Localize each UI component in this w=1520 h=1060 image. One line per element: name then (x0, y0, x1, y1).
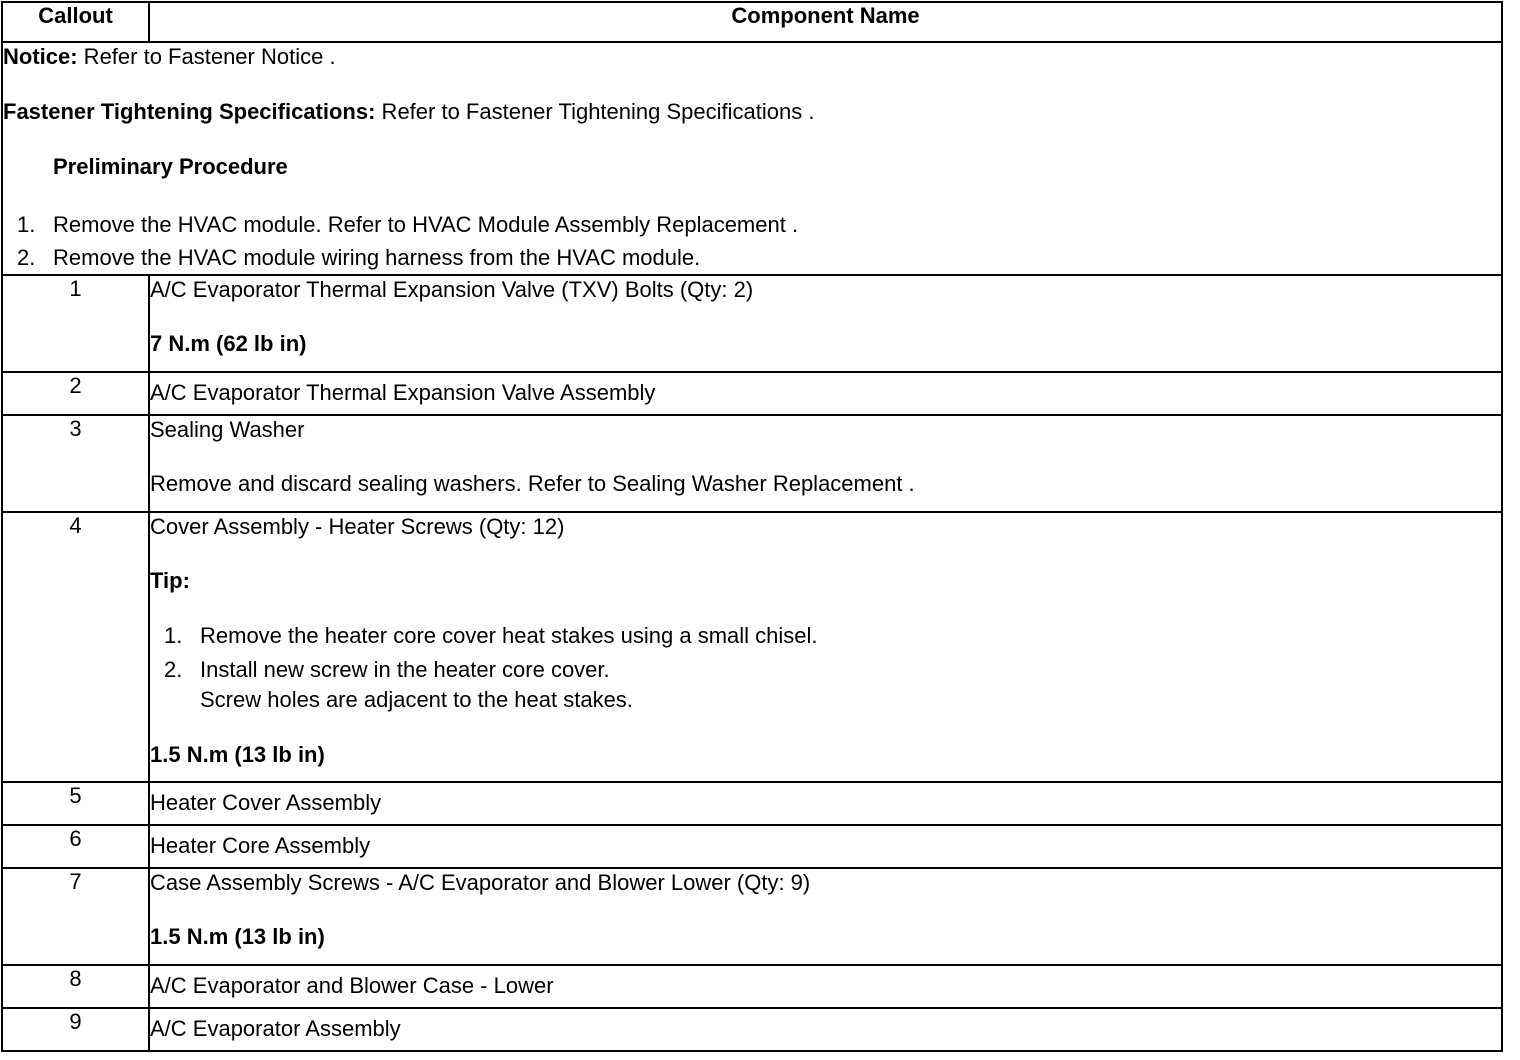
component-name: A/C Evaporator and Blower Case - Lower (149, 965, 1502, 1008)
torque-spec: 7 N.m (62 lb in) (150, 331, 307, 356)
step-number: 1. (17, 212, 36, 237)
table-header-row (2, 2, 1502, 42)
callout-number: 1 (2, 275, 149, 372)
intro-cell (2, 42, 1502, 275)
component-cell (149, 275, 1502, 372)
preliminary-steps-list (3, 208, 1501, 274)
component-cell (149, 512, 1502, 782)
list-item (3, 241, 1501, 274)
component-name: A/C Evaporator Thermal Expansion Valve (TXV) Bolts (Qty: 2) (150, 277, 754, 302)
component-name: Heater Cover Assembly (149, 782, 1502, 825)
list-item (3, 208, 1501, 241)
tips-list (150, 621, 1501, 715)
component-name: A/C Evaporator Thermal Expansion Valve Assembly (149, 372, 1502, 415)
component-table (1, 1, 1503, 1052)
tip-label: Tip: (150, 568, 190, 593)
table-row (2, 825, 1502, 868)
component-cell (149, 415, 1502, 512)
step-number: 2. (17, 245, 36, 270)
callout-number: 9 (2, 1008, 149, 1051)
notice-paragraph (3, 43, 1501, 71)
preliminary-procedure-title: Preliminary Procedure (53, 154, 288, 179)
table-row (2, 512, 1502, 782)
component-note: Remove and discard sealing washers. Refer to Sealing Washer Replacement . (150, 471, 915, 496)
table-row (2, 372, 1502, 415)
callout-number: 7 (2, 868, 149, 965)
component-name: A/C Evaporator Assembly (149, 1008, 1502, 1051)
tip-text: Remove the heater core cover heat stakes using a small chisel. (200, 623, 818, 648)
tip-text-continued: Screw holes are adjacent to the heat stakes. (200, 687, 633, 712)
component-name: Case Assembly Screws - A/C Evaporator and Blower Lower (Qty: 9) (150, 870, 811, 895)
torque-spec: 1.5 N.m (13 lb in) (150, 924, 325, 949)
callout-number: 4 (2, 512, 149, 782)
list-item (150, 655, 1501, 715)
callout-number: 2 (2, 372, 149, 415)
notice-label: Notice: (3, 44, 78, 69)
component-name: Heater Core Assembly (149, 825, 1502, 868)
tip-text: Install new screw in the heater core cover. (200, 657, 610, 682)
component-name-column-header: Component Name (149, 2, 1502, 42)
callout-number: 8 (2, 965, 149, 1008)
notice-text: Refer to Fastener Notice . (77, 44, 336, 69)
callout-number: 5 (2, 782, 149, 825)
callout-number: 6 (2, 825, 149, 868)
component-name: Sealing Washer (150, 417, 305, 442)
step-text: Remove the HVAC module. Refer to HVAC Module Assembly Replacement . (53, 212, 799, 237)
intro-row (2, 42, 1502, 275)
tip-number: 2. (164, 657, 183, 682)
table-row (2, 1008, 1502, 1051)
fastener-spec-paragraph (3, 98, 1501, 126)
table-row (2, 415, 1502, 512)
list-item (150, 621, 1501, 651)
callout-column-header: Callout (2, 2, 149, 42)
table-row (2, 275, 1502, 372)
fastener-spec-text: Refer to Fastener Tightening Specifications . (375, 99, 815, 124)
torque-spec: 1.5 N.m (13 lb in) (150, 742, 325, 767)
table-row (2, 965, 1502, 1008)
fastener-spec-label: Fastener Tightening Specifications: (3, 99, 376, 124)
tip-number: 1. (164, 623, 183, 648)
table-row (2, 782, 1502, 825)
component-cell (149, 868, 1502, 965)
component-name: Cover Assembly - Heater Screws (Qty: 12) (150, 514, 565, 539)
callout-number: 3 (2, 415, 149, 512)
step-text: Remove the HVAC module wiring harness from the HVAC module. (53, 245, 701, 270)
table-row (2, 868, 1502, 965)
